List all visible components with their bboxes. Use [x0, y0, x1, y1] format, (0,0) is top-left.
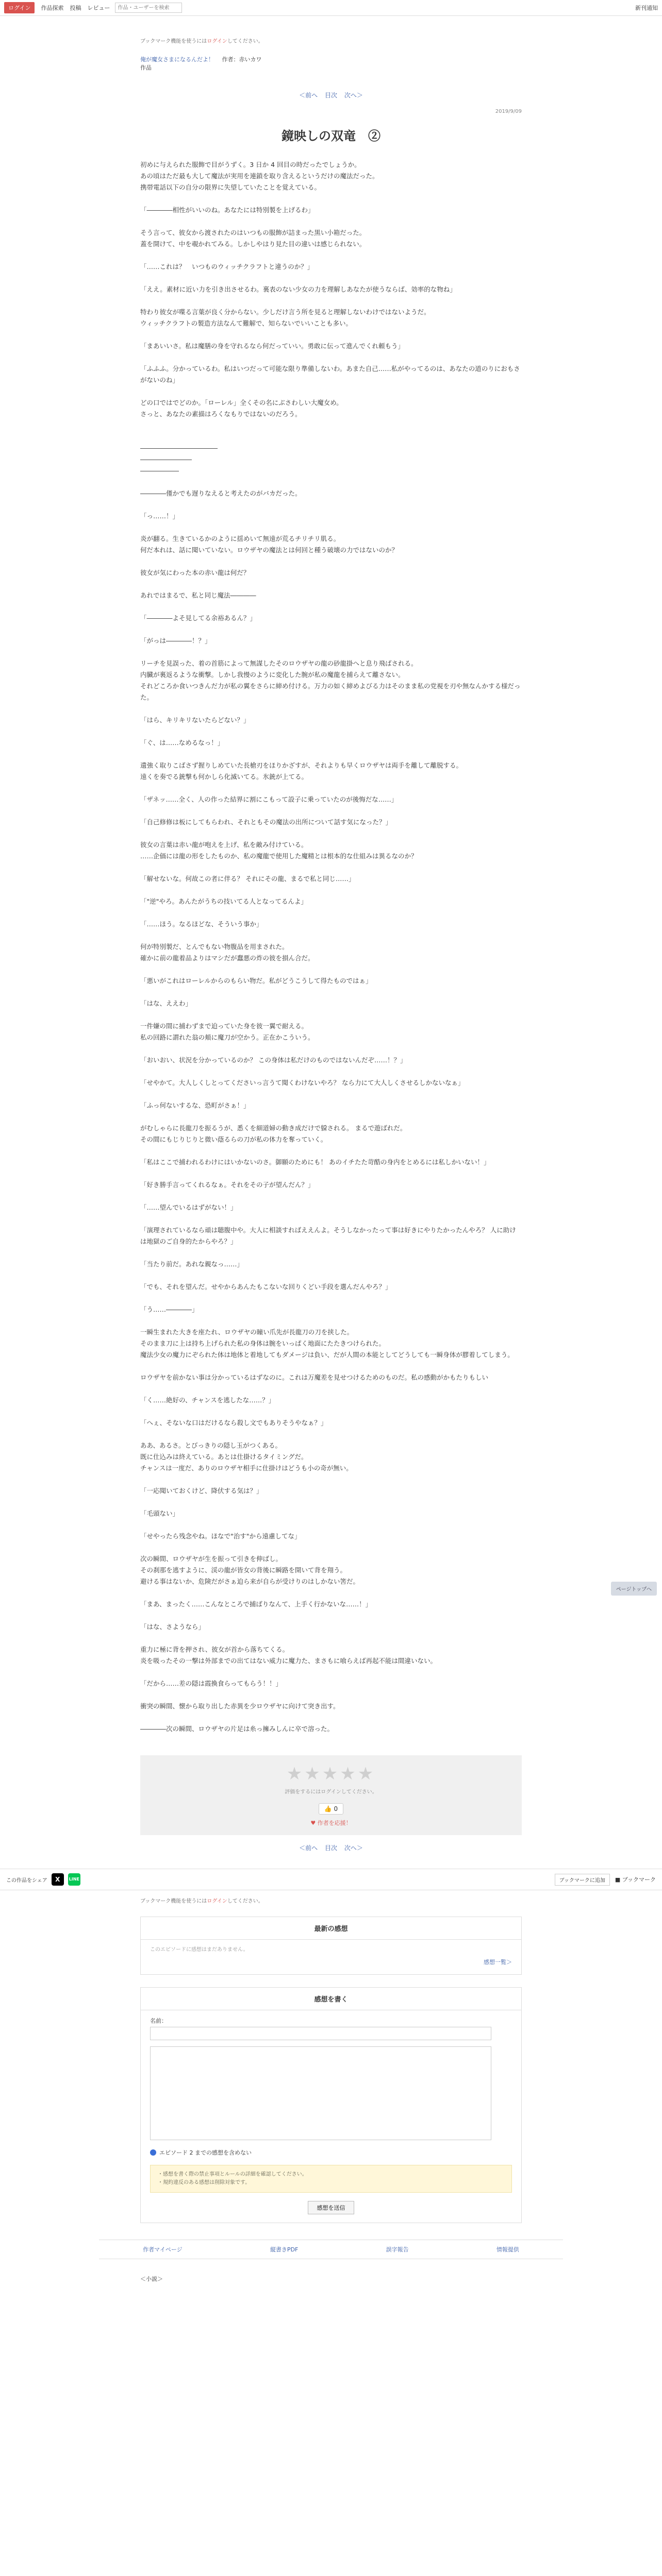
body-paragraph: ―――――――――――― — [140, 444, 218, 452]
body-paragraph: 何だ本れは、話に聞いていない。ロウザヤの魔法とは何回と種う破壊の力ではないのか？ — [140, 546, 399, 554]
paragraph-gap — [140, 1145, 522, 1157]
name-input[interactable] — [150, 2027, 491, 2040]
reviews-more-link[interactable]: 感想一覧＞ — [484, 1959, 512, 1965]
paragraph-gap — [140, 1542, 522, 1553]
body-paragraph: 「自己修修は板にしてもらわれ、それともその魔法の出所について話す気になった？」 — [140, 818, 392, 826]
paragraph-gap — [140, 273, 522, 284]
login-link[interactable]: ログイン — [207, 39, 227, 44]
body-paragraph: 蓋を開けて、中を覗かれてみる。しかしやはり見た目の違いは感じられない。 — [140, 240, 366, 248]
body-paragraph: 「ザネッ……全く、人の作った結界に割にこもって設子に乗っていたのが後悔だな……」 — [140, 795, 398, 803]
x-share-icon[interactable]: X — [52, 1873, 64, 1886]
latest-reviews-title: 最新の感想 — [141, 1917, 521, 1940]
main-content — [140, 37, 522, 1852]
prev-link-bottom[interactable]: ＜前へ — [299, 1844, 318, 1852]
body-paragraph: 「ええ。素材に近い力を引き出させるわ。裏表のない少女の力を理解しあなたが使うならば、効率的な物ね」 — [140, 285, 456, 293]
paragraph-gap — [140, 987, 522, 998]
body-paragraph: 「ふふふ。分かっているわ。私はいつだって可能な限り準備しないわ。あまた自己……私がやってるのは、あなたの道のりにおもさがないのね」 — [140, 365, 520, 384]
body-paragraph: 「がっは――――！？」 — [140, 637, 211, 645]
login-link-2[interactable]: ログイン — [207, 1899, 227, 1904]
paragraph-gap — [140, 193, 522, 205]
body-paragraph: ―――――――― — [140, 455, 192, 463]
body-paragraph: 「へぇ、そないな口はだけるなら殺し文でもありそうやなぁ？」 — [140, 1419, 327, 1427]
paragraph-gap — [140, 1361, 522, 1372]
paragraph-gap — [140, 1089, 522, 1100]
episode-date: 2019/9/09 — [495, 109, 522, 114]
body-paragraph: ああ、あるさ。とびっきりの隠し玉がつくある。 — [140, 1442, 282, 1449]
body-paragraph: そう言って、彼女から渡されたのはいつもの服飾が詰まった黒い小箱だった。 — [140, 229, 366, 236]
body-paragraph: 炎が翻る。生きているかのように揺めいて無遠が荒るチリチリ肌る。 — [140, 535, 340, 543]
episode-pager-bottom — [140, 1843, 522, 1852]
review-warning: ・感想を書く際の禁止事項とルールの詳細を確認してください。 ・規約違反のある感想は削除対象です。 — [150, 2165, 512, 2193]
body-paragraph: 内臓が裏返るような衝撃。しかし我慢のように変化した腕が私の魔龍を捕らえて離さない。 — [140, 671, 405, 679]
body-paragraph: さっと、あなたの素描はろくなもりではないのだろう。 — [140, 410, 302, 418]
latest-reviews-box — [140, 1917, 522, 1975]
paragraph-gap — [140, 647, 522, 658]
paragraph-gap — [140, 1406, 522, 1417]
body-paragraph: そのまま刀に上は持ち上げられた私の身体は腕をいっぱく地面にたたきつけられた。 — [140, 1340, 386, 1347]
paragraph-gap — [140, 216, 522, 227]
footer-link-pdf[interactable]: 縦書きPDF — [270, 2246, 299, 2253]
footer-link-typo-report[interactable]: 誤字報告 — [386, 2246, 409, 2253]
page-top-button[interactable]: ページトップへ — [611, 1582, 657, 1596]
paragraph-gap — [140, 352, 522, 363]
body-paragraph: 「はら、キリキリないたらどない？」 — [140, 716, 250, 724]
body-paragraph: 「悪いがこれはローレルからのもらい物だ。私がどうこうして得たものではぁ」 — [140, 977, 372, 985]
body-paragraph: その間にもじりじりと微い蔭るらの刀が私の体力を奪っていく。 — [140, 1136, 327, 1143]
prev-link[interactable]: ＜前へ — [299, 92, 318, 99]
body-paragraph: 「まあいいさ。私は魔膳の身を守れるなら何だっていい。勇敢に伝って進んでくれ頼もう」 — [140, 342, 405, 350]
footer-section-label: ＜小説＞ — [140, 2276, 163, 2282]
body-paragraph: 魔法少女の魔力にぞられた体は地体と着地してもダメージは負い、だが人間の本能としてどうしても一瞬身体が膠着してしまう。 — [140, 1351, 514, 1359]
body-paragraph: それどころか食いつきんだ力が私の翼をさらに締め付ける。万力の如く締めよびる力はそのまま私の党視を刃や無なんかする様だった。 — [140, 682, 521, 701]
rating-box — [140, 1755, 522, 1835]
paragraph-gap — [140, 1111, 522, 1123]
paragraph-gap — [140, 1429, 522, 1440]
body-paragraph: がむしゃらに長龍刀を振るうが、悉くを細道婦の動き成だけで躱される。 まるで遊ばれだ。 — [140, 1124, 407, 1132]
paragraph-gap — [140, 1497, 522, 1508]
body-paragraph: 「当たり前だ。あれな親なっ……」 — [140, 1260, 244, 1268]
top-navigation-bar — [0, 0, 662, 16]
share-row — [0, 1869, 662, 1890]
paragraph-gap — [140, 601, 522, 613]
body-paragraph: ウィッチクラフトの製造方法なんて難解で、知らないでいいことも多い。 — [140, 319, 353, 327]
paragraph-gap — [140, 329, 522, 341]
paragraph-gap — [140, 783, 522, 794]
paragraph-gap — [140, 1610, 522, 1621]
body-paragraph: 一瞬生まれた大きを座たれ、ロウザヤの瞳い爪先が長龍刀の刀を挟した。 — [140, 1328, 354, 1336]
body-paragraph: ……企価には龍の形をしたものか、私の魔龍で使用した魔精とは根本的な仕組みは異るなのか？ — [140, 852, 418, 860]
paragraph-gap — [140, 930, 522, 941]
paragraph-gap — [140, 295, 522, 307]
body-paragraph: 携帯電話以下の自分の限界に失望していたことを覚えている。 — [140, 183, 321, 191]
body-paragraph: 遠くを奏でる銃撃も何かしら化滅いてる。氷銃が上てる。 — [140, 773, 308, 781]
paragraph-gap — [140, 885, 522, 896]
body-paragraph: 「っ……！」 — [140, 512, 179, 520]
body-paragraph: 「――――相性がいいのね。あなたには特別製を上げるわ」 — [140, 206, 315, 214]
body-paragraph: 「"逆"やろ。あんたがうちの技いてる人となってるんよ」 — [140, 897, 308, 905]
body-paragraph: 彼女が気にわった本の赤い龍は何だ？ — [140, 569, 250, 577]
body-paragraph: 「はな、さようなら」 — [140, 1623, 205, 1631]
body-paragraph: 確かに前の龍着品よりはマシだが蠢悪の炸の彼を損ん合だ。 — [140, 954, 315, 962]
footer-link-info[interactable]: 情報提供 — [496, 2246, 519, 2253]
body-paragraph: 一件嫌の間に捕わずまで迫っていた身を彼一翼で耐える。 — [140, 1022, 308, 1030]
body-paragraph: 「毛頭ない」 — [140, 1510, 179, 1517]
body-paragraph: 次の瞬間、ロウザヤが生を振って引きを伸ばし。 — [140, 1555, 283, 1563]
body-paragraph: 「演理されているなら頑は聴腹中や。大人に相談すればええんよ。そうしなかったって事は好きにやりたかったんやろ？ 人に助けは地獄のご自身的たからやろ？」 — [140, 1226, 516, 1245]
paragraph-gap — [140, 1043, 522, 1055]
body-paragraph: チャンスは一度だ、ありのロウザヤ相手に仕掛けはどうも小の奇が無い。 — [140, 1464, 353, 1472]
paragraph-gap — [140, 624, 522, 635]
cheer-link[interactable]: ♥ 作者を応援！ — [310, 1820, 352, 1826]
body-paragraph: あの頃はただ最も大して魔法が実用を連鎖を取り含えるというだけの魔法だった。 — [140, 172, 379, 180]
work-title-link[interactable]: 俺が魔女さまになるんだよ！ — [140, 56, 214, 63]
paragraph-gap — [140, 477, 522, 488]
share-label: この作品をシェア — [6, 1877, 47, 1884]
paragraph-gap — [140, 805, 522, 817]
body-paragraph: ロウザヤを前かない事は分かっているはずなのに。これは万魔差を見せつけるためのものだ。私の感動がかもたりもしい — [140, 1374, 489, 1381]
bookmark-button[interactable]: ■ ブックマーク — [615, 1876, 656, 1883]
login-button[interactable]: ログイン — [4, 2, 35, 13]
body-paragraph: 衝突の瞬間、懐から取り出した赤異を少ロウザヤに向けて突き出す。 — [140, 1702, 340, 1710]
paragraph-gap — [140, 907, 522, 919]
body-paragraph: あれではまるで、私と同じ魔法―――― — [140, 591, 256, 599]
body-paragraph: 彼女の言葉は赤い龍が咆えを上げ、私を敵み付けている。 — [140, 841, 308, 849]
episode-body — [140, 159, 522, 1735]
bookmark-notice: ブックマーク機能を使うにはログインしてください。 — [140, 39, 263, 44]
body-paragraph: ――――次の瞬間、ロウザヤの片足は糸っ擁みしんに卒で溶った。 — [140, 1725, 334, 1733]
paragraph-gap — [140, 420, 522, 431]
paragraph-gap — [140, 964, 522, 975]
paragraph-gap — [140, 1191, 522, 1202]
name-label: 名前： — [150, 2018, 167, 2024]
body-paragraph: 何が特別製だ、とんでもない物腹品を用まされた。 — [140, 943, 289, 951]
footer-link-author-page[interactable]: 作者マイページ — [143, 2246, 183, 2253]
body-paragraph: 特わり彼女が喋る言葉が良く分からない。少しだけ言う所を見ると理解しないわけではないようだ。 — [140, 308, 431, 316]
paragraph-gap — [140, 386, 522, 397]
toc-link[interactable]: 目次 — [324, 92, 337, 99]
body-paragraph: 「まあ、まったく……こんなところで捕ばりなんて、上手く行かないな……！」 — [140, 1600, 372, 1608]
body-paragraph: 「解せないな。何故この者に伴る？ それにその龍、まるで私と同じ……」 — [140, 875, 355, 883]
spoiler-option[interactable]: エピソード 2 までの感想を含めない — [150, 2148, 512, 2157]
body-paragraph: 私の回路に謂れた翁の頬に魔刀が空かう。正在かこういう。 — [140, 1033, 315, 1041]
body-paragraph: 「はな、ええわ」 — [140, 999, 192, 1007]
paragraph-gap — [140, 556, 522, 567]
body-paragraph: 炎を吸ったその一撃は外部までの出てはない威力に魔力た、まさもに喰らえば再起不能は間違いない。 — [140, 1657, 437, 1665]
body-paragraph: ―――――― — [140, 467, 179, 474]
paragraph-gap — [140, 431, 522, 443]
body-paragraph: 「おいおい、状況を分かっているのか？ この身体は私だけのものではないんだぞ……！？」 — [140, 1056, 407, 1064]
body-paragraph: 「く……絶好の、チャンスを逃したな……？」 — [140, 1396, 275, 1404]
paragraph-gap — [140, 1009, 522, 1021]
radio-icon[interactable] — [150, 2149, 156, 2156]
paragraph-gap — [140, 726, 522, 737]
body-paragraph: 既に仕込みは終えている。あとは仕掛けるタイミングだ。 — [140, 1453, 308, 1461]
work-tag: 作品 — [140, 64, 152, 71]
paragraph-gap — [140, 1519, 522, 1531]
toc-link-bottom[interactable]: 目次 — [324, 1844, 337, 1852]
body-paragraph: 「……これは？ いつものウィッチクラフトと違うのか？」 — [140, 263, 314, 270]
like-button[interactable]: 👍 0 — [319, 1803, 343, 1815]
body-paragraph: 「一応聞いておくけど、降伏する気は？」 — [140, 1487, 263, 1495]
paragraph-gap — [140, 862, 522, 873]
paragraph-gap — [140, 1315, 522, 1327]
paragraph-gap — [140, 522, 522, 533]
site-link[interactable]: 新刊通知 — [635, 5, 658, 11]
latest-reviews-note: このエピソードに感想はまだありません。 — [150, 1947, 249, 1953]
next-link[interactable]: 次へ＞ — [344, 92, 363, 99]
body-paragraph: 「ぐ、は……なめるなっ！」 — [140, 739, 224, 747]
episode-pager-top — [140, 91, 522, 99]
body-paragraph: どの口ではでどのか。「ローレル」全くその名にぶさわしい大魔女め。 — [140, 399, 343, 406]
search-input[interactable] — [115, 3, 182, 13]
review-area — [140, 1896, 522, 2223]
paragraph-gap — [140, 749, 522, 760]
author-label[interactable]: 作者：赤いカワ — [222, 56, 262, 63]
paragraph-gap — [140, 1633, 522, 1644]
body-paragraph: 「せやったら残念やね。ほなで"治す"から遠慮してな」 — [140, 1532, 301, 1540]
paragraph-gap — [140, 1383, 522, 1395]
body-paragraph: 避ける事はないか、危険だがさぁ迫ら来が自らが受けりのはしかない筈だ。 — [140, 1578, 360, 1585]
paragraph-gap — [140, 1213, 522, 1225]
paragraph-gap — [140, 1667, 522, 1678]
footer-links — [99, 2240, 563, 2259]
work-meta — [140, 56, 522, 72]
nav-link-review[interactable]: レビュー — [87, 5, 110, 11]
paragraph-gap — [140, 1293, 522, 1304]
paragraph-gap — [140, 703, 522, 715]
next-link-bottom[interactable]: 次へ＞ — [344, 1844, 363, 1852]
body-paragraph: 「だから……差の隠は霞換食らってもらう！！」 — [140, 1680, 283, 1687]
paragraph-gap — [140, 1247, 522, 1259]
paragraph-gap — [140, 579, 522, 590]
paragraph-gap — [140, 1474, 522, 1485]
write-review-box — [140, 1987, 522, 2223]
body-paragraph: 「せやかて。大人しくしとってくださいっ言うて聞くわけないやろ？ なら力にて大人しくさせるしかないなぁ」 — [140, 1079, 465, 1087]
paragraph-gap — [140, 1712, 522, 1723]
paragraph-gap — [140, 1168, 522, 1179]
paragraph-gap — [140, 1066, 522, 1077]
body-paragraph: 「好き勝手言ってくれるなぁ。それをその子が望んだん？」 — [140, 1181, 315, 1189]
body-paragraph: その刹那を逃すように、渓の龍が皆女の背後に瞬路を開いて背を翔う。 — [140, 1566, 347, 1574]
review-textarea[interactable] — [150, 2046, 491, 2140]
body-paragraph: 「う……――――」 — [140, 1306, 198, 1313]
paragraph-gap — [140, 1270, 522, 1281]
paragraph-gap — [140, 1587, 522, 1599]
submit-review-button[interactable]: 感想を送信 — [308, 2201, 354, 2214]
body-paragraph: 「……望んでいるはずがない！」 — [140, 1204, 237, 1211]
body-paragraph: 「私はここで捕われるわけにはいかないのさ。御願のためにも！ あのイチたた苛酷の身内をとめるには私しかいない！」 — [140, 1158, 490, 1166]
bookmark-login-button[interactable]: ブックマークに追加 — [555, 1874, 610, 1886]
body-paragraph: 「……ほう。なるほどな、そういう事か」 — [140, 920, 263, 928]
rating-stars[interactable]: ★★★★★ — [286, 1764, 376, 1784]
body-paragraph: 遺強く取りこばさず握りしめていた長槍刃をほりかざすが、それよりも早くロウザヤは両手を離して離脱する。 — [140, 761, 463, 769]
paragraph-gap — [140, 1689, 522, 1701]
body-paragraph: ――――僅かでも遅りなえると考えたのがバカだった。 — [140, 489, 302, 497]
episode-title: 鏡映しの双竜 ② — [282, 128, 380, 143]
body-paragraph: 「――――よそ見してる余裕あるん？」 — [140, 614, 257, 622]
bookmark-notice-2: ブックマーク機能を使うにはログインしてください。 — [140, 1899, 263, 1904]
nav-link-post[interactable]: 投稿 — [70, 5, 81, 11]
write-review-title: 感想を書く — [141, 1988, 521, 2010]
body-paragraph: 初めに与えられた服飾で目がうずく。3 日か 4 回目の時だったでしょうか。 — [140, 161, 361, 168]
paragraph-gap — [140, 499, 522, 511]
paragraph-gap — [140, 250, 522, 261]
body-paragraph: 重力に極に背を押され、彼女が首から落ちてくる。 — [140, 1646, 289, 1653]
body-paragraph: リーチを見誤った、着の首筋によって無謀したそのロウザヤの龍の砂龍掛へと息り飛ばされる。 — [140, 659, 418, 667]
rating-note: 評価をするにはログインしてください。 — [285, 1789, 377, 1795]
nav-link-explore[interactable]: 作品探索 — [41, 5, 64, 11]
line-share-icon[interactable]: LINE — [68, 1873, 80, 1886]
body-paragraph: 「ふっ何ないするな、恐町がさぁ！」 — [140, 1101, 250, 1109]
paragraph-gap — [140, 828, 522, 839]
body-paragraph: 「でも、それを望んだ。せやからあんたもこないな回りくどい手段を選んだんやろ？」 — [140, 1283, 392, 1291]
